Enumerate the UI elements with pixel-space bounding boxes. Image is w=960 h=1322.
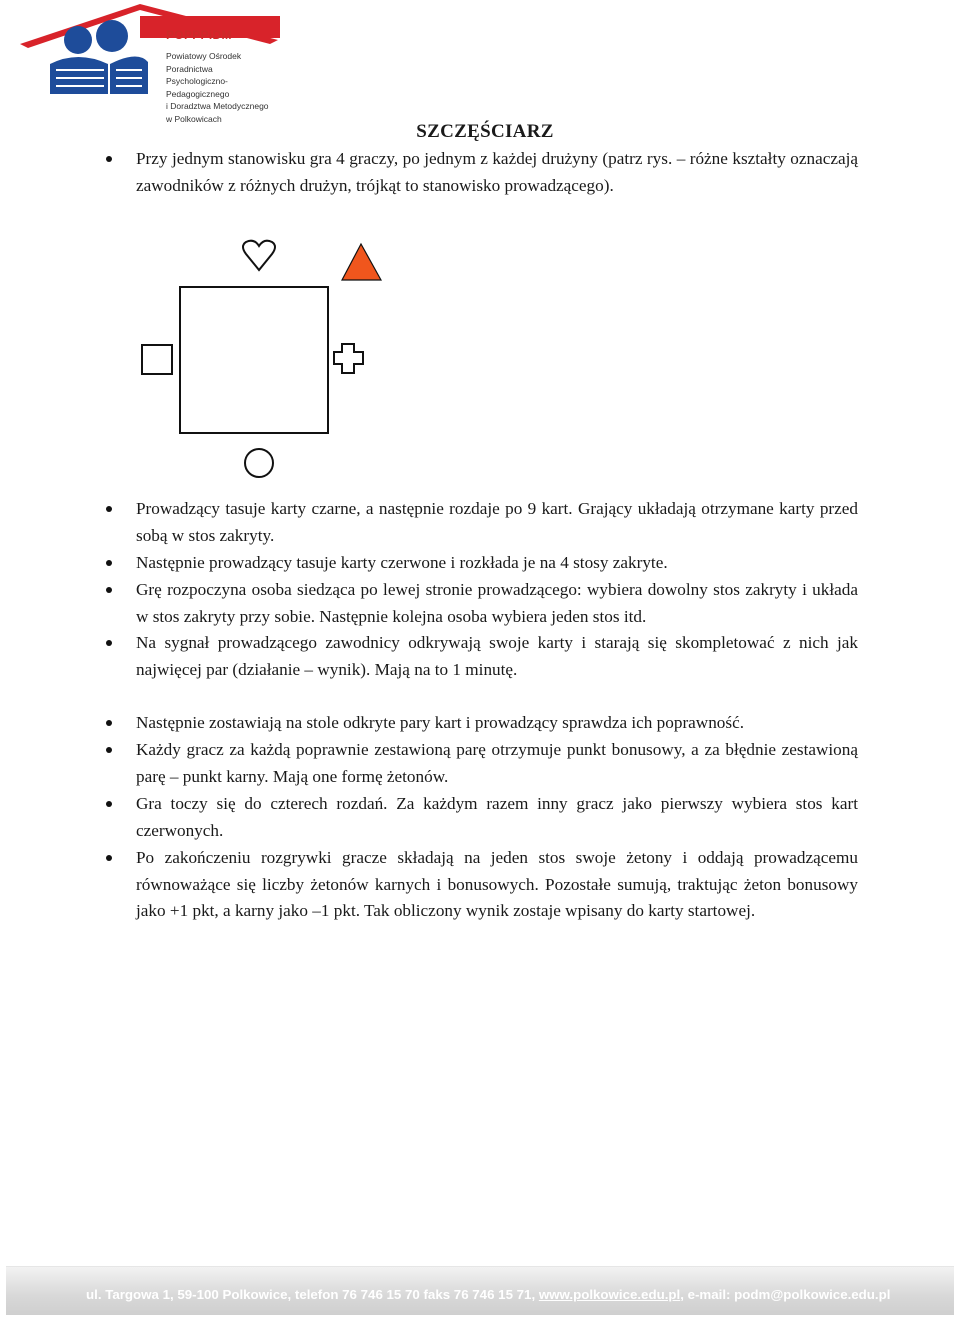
heart-icon — [243, 241, 275, 270]
list-item: Grę rozpoczyna osoba siedząca po lewej stronie prowadzącego: wybiera dowolny stos zakryty i układa w stos zakryty przy sobie. Następnie kolejna osoba wybiera jeden stos itd. — [136, 577, 858, 630]
logo-head-right — [96, 20, 128, 52]
list-item: Następnie zostawiają na stole odkryte pary kart i prowadzący sprawdza ich poprawność. — [136, 710, 858, 737]
list-item: Prowadzący tasuje karty czarne, a następnie rozdaje po 9 kart. Grający układają otrzymane karty przed sobą w stos zakryty. — [136, 496, 858, 549]
circle-icon — [245, 449, 273, 477]
logo-line: w Polkowicach — [166, 113, 222, 124]
logo-line: Psychologiczno-Pedagogicznego — [166, 76, 230, 99]
logo-book-left — [50, 57, 108, 94]
square-icon — [142, 345, 172, 374]
logo-book-right — [110, 56, 148, 94]
logo-acronym: POPPPiDM — [166, 28, 232, 42]
logo — [20, 4, 285, 124]
list-item: Po zakończeniu rozgrywki gracze składają na jeden stos swoje żetony i oddają prowadzącemu równoważące się liczby żetonów karnych i bonusowych. Pozostałe sumują, traktując żeton bonusowy jako +1 pkt, a karny jako –1 pkt. Tak obliczony wynik zostaje wpisany do karty startowej. — [136, 845, 858, 925]
list-item: Przy jednym stanowisku gra 4 graczy, po jednym z każdej drużyny (patrz rys. – różne kształty oznaczają zawodników z różnych drużyn, trójkąt to stanowisko prowadzącego). — [136, 146, 858, 199]
list-item: Gra toczy się do czterech rozdań. Za każdym razem inny gracz jako pierwszy wybiera stos kart czerwonych. — [136, 791, 858, 844]
footer-website-link[interactable]: www.polkowice.edu.pl — [538, 1287, 681, 1302]
list-item: Każdy gracz za każdą poprawnie zestawioną parę otrzymuje punkt bonusowy, a za błędnie zestawioną parę – punkt karny. Mają one formę żetonów. — [136, 737, 858, 790]
logo-line: i Doradztwa Metodycznego — [166, 101, 269, 111]
list-item: Na sygnał prowadzącego zawodnicy odkrywają swoje karty i starają się skompletować z nich jak najwięcej par (działanie – wynik). Mają na to 1 minutę. — [136, 630, 858, 683]
list-item: Następnie prowadzący tasuje karty czerwone i rozkłada je na 4 stosy zakryte. — [136, 550, 858, 577]
footer-email: , e-mail: podm@polkowice.edu.pl — [680, 1287, 891, 1302]
logo-line: Powiatowy Ośrodek Poradnictwa — [166, 51, 242, 74]
footer-address: ul. Targowa 1, 59-100 Polkowice, telefon 76 746 15 70 faks 76 746 15 71, — [86, 1287, 539, 1302]
footer-text — [86, 1287, 946, 1302]
seating-diagram-svg — [130, 232, 400, 482]
cross-icon — [334, 344, 363, 373]
logo-lines — [166, 50, 285, 125]
footer-bar — [6, 1266, 954, 1315]
triangle-icon — [342, 244, 381, 280]
page-title: SZCZĘŚCIARZ — [416, 121, 554, 142]
table-square — [180, 287, 328, 433]
seating-diagram — [130, 232, 400, 482]
logo-head-left — [64, 26, 92, 54]
